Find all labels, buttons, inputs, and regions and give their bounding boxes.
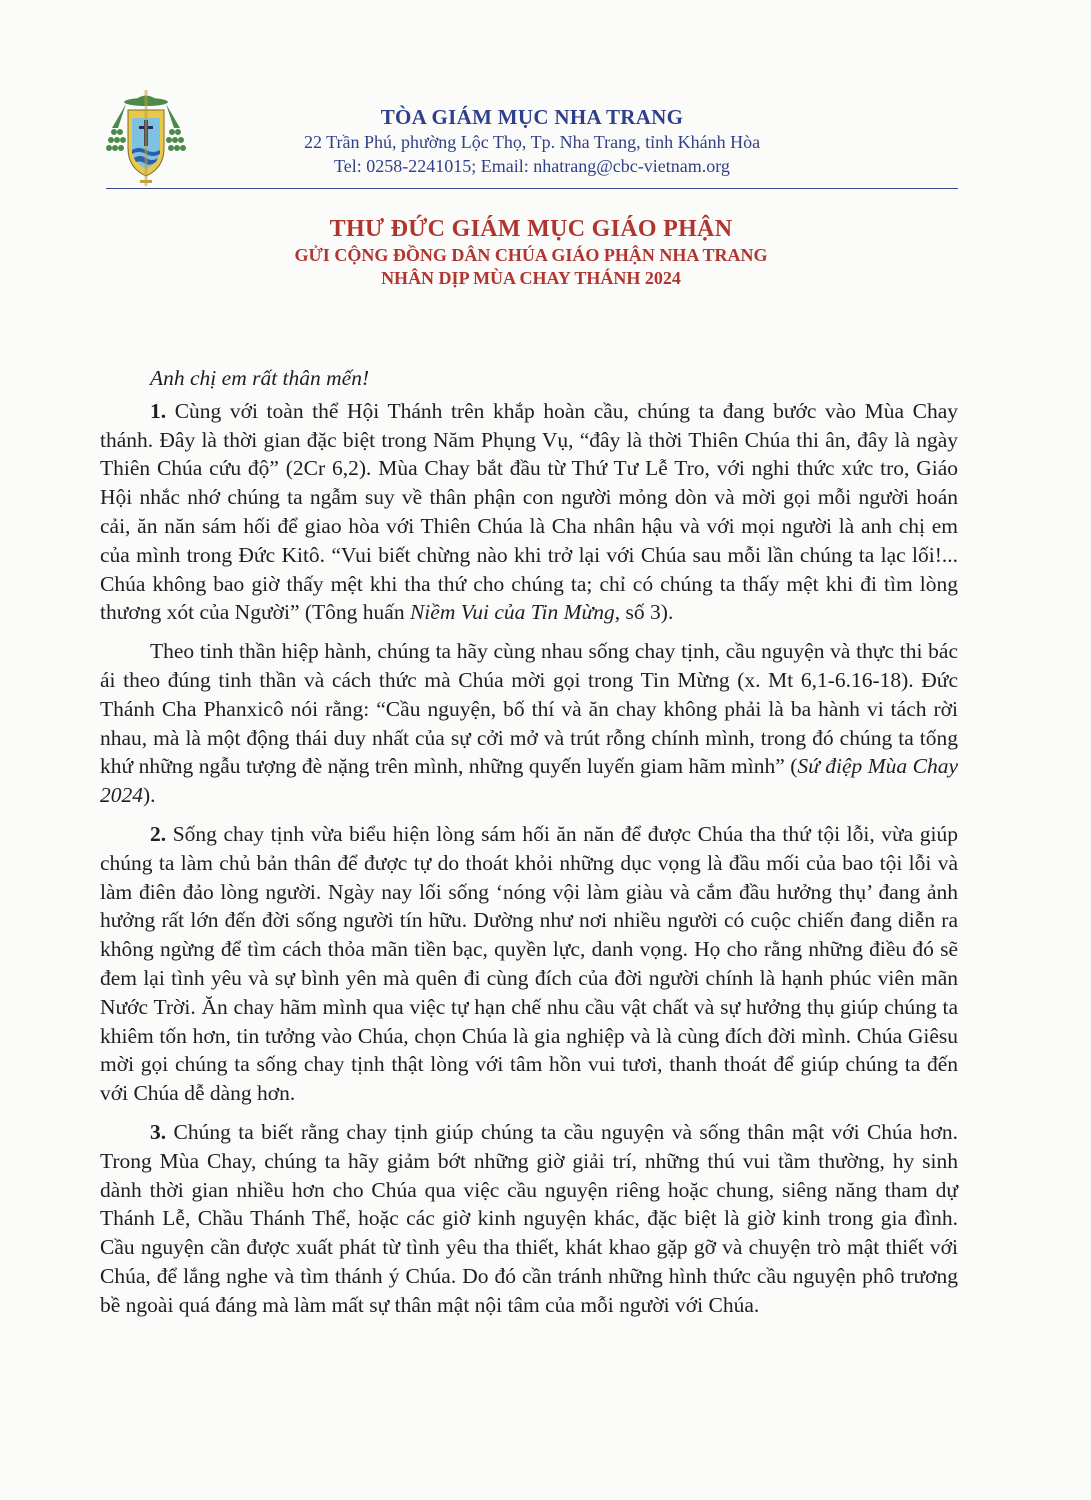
title-line-2: GỬI CỘNG ĐỒNG DÂN CHÚA GIÁO PHẬN NHA TRANG bbox=[294, 245, 768, 265]
paragraph-number: 1. bbox=[150, 398, 167, 423]
paragraph-citation: Sứ điệp Mùa Chay 2024 bbox=[100, 754, 958, 808]
paragraph-number: 3. bbox=[150, 1119, 167, 1144]
paragraph-3 bbox=[100, 820, 958, 1108]
letter-title bbox=[100, 214, 962, 290]
letter-body bbox=[100, 364, 958, 1330]
paragraph-text-end: , số 3). bbox=[614, 600, 674, 625]
org-name: TÒA GIÁM MỤC NHA TRANG bbox=[380, 105, 684, 129]
paragraph-citation: Niềm Vui của Tin Mừng bbox=[409, 600, 615, 625]
paragraph-text-end: ). bbox=[143, 783, 156, 808]
paragraph-2 bbox=[100, 637, 958, 810]
paragraph-1 bbox=[100, 397, 958, 627]
title-line-3: NHÂN DỊP MÙA CHAY THÁNH 2024 bbox=[381, 268, 681, 288]
letterhead bbox=[200, 104, 864, 178]
letterhead-divider bbox=[106, 188, 958, 189]
paragraph-4 bbox=[100, 1118, 958, 1320]
paragraph-number: 2. bbox=[150, 821, 167, 846]
org-address: 22 Trần Phú, phường Lộc Thọ, Tp. Nha Trang, tỉnh Khánh Hòa bbox=[303, 132, 761, 152]
paragraph-text: Chúng ta biết rằng chay tịnh giúp chúng ta cầu nguyện và sống thân mật với Chúa hơn. Trong Mùa Chay, chúng ta hãy giảm bớt những giờ giải trí, những thú vui tầm thường, hy sinh dành thời gian nhiều hơn cho Chúa qua việc cầu nguyện riêng hoặc chung, siêng năng tham dự Thánh Lễ, Chầu Thánh Thể, hoặc các giờ kinh nguyện khác, đặc biệt là giờ kinh trong gia đình. Cầu nguyện cần được xuất phát từ tình yêu tha thiết, khát khao gặp gỡ và chuyện trò mật thiết với Chúa, để lắng nghe và tìm thánh ý Chúa. Do đó cần tránh những hình thức cầu nguyện phô trương bề ngoài quá đáng mà làm mất sự thân mật nội tâm của mỗi người với Chúa. bbox=[100, 1119, 958, 1317]
paragraph-text: Cùng với toàn thể Hội Thánh trên khắp hoàn cầu, chúng ta đang bước vào Mùa Chay thánh. Đây là thời gian đặc biệt trong Năm Phụng Vụ, “đây là thời Thiên Chúa thi ân, đây là ngày Thiên Chúa cứu độ” (2Cr 6,2). Mùa Chay bắt đầu từ Thứ Tư Lễ Tro, với nghi thức xức tro, Giáo Hội nhắc nhớ chúng ta ngẫm suy về thân phận con người mỏng dòn và mời gọi mỗi người hoán cải, ăn năn sám hối để giao hòa với Thiên Chúa là Cha nhân hậu và với mọi người là anh chị em của mình trong Đức Kitô. “Vui biết chừng nào khi trở lại với Chúa sau mỗi lần chúng ta lạc lối!... Chúa không bao giờ thấy mệt khi tha thứ cho chúng ta; chỉ có chúng ta thấy mệt khi đi tìm lòng thương xót của Người” (Tông huấn bbox=[100, 398, 958, 625]
org-contact: Tel: 0258-2241015; Email: nhatrang@cbc-vietnam.org bbox=[334, 156, 730, 176]
salutation: Anh chị em rất thân mến! bbox=[150, 366, 370, 390]
paragraph-text: Theo tinh thần hiệp hành, chúng ta hãy cùng nhau sống chay tịnh, cầu nguyện và thực thi bác ái theo đúng tinh thần và cách thức mà Chúa mời gọi trong Tin Mừng (x. Mt 6,1-6.16-18). Đức Thánh Cha Phanxicô nói rằng: “Cầu nguyện, bố thí và ăn chay không phải là ba hành vi tách rời nhau, mà là một động thái duy nhất của sự cởi mở và trút rỗng chính mình, trong đó chúng ta tống khứ những ngẫu tượng đè nặng trên mình, những quyến luyến giam hãm mình” ( bbox=[100, 639, 958, 779]
title-main: THƯ ĐỨC GIÁM MỤC GIÁO PHẬN bbox=[329, 216, 733, 242]
episcopal-coat-of-arms-icon bbox=[104, 88, 188, 188]
paragraph-text: Sống chay tịnh vừa biểu hiện lòng sám hối ăn năn để được Chúa tha thứ tội lỗi, vừa giúp chúng ta làm chủ bản thân để được tự do thoát khỏi những dục vọng là đầu mối của bao tội lỗi và làm điên đảo lòng người. Ngày nay lối sống ‘nóng vội làm giàu và cắm đầu hưởng thụ’ đang ảnh hưởng rất lớn đến đời sống người tín hữu. Dường như nơi nhiều người có cuộc chiến đang diễn ra không ngừng để tìm cách thỏa mãn tiền bạc, quyền lực, danh vọng. Họ cho rằng những điều đó sẽ đem lại tình yêu và sự bình yên mà quên đi cùng đích của đời người chính là hạnh phúc viên mãn Nước Trời. Ăn chay hãm mình qua việc tự hạn chế nhu cầu vật chất và sự hưởng thụ giúp chúng ta khiêm tốn hơn, tin tưởng vào Chúa, chọn Chúa là gia nghiệp và là cùng đích đời mình. Chúa Giêsu mời gọi chúng ta sống chay tịnh thật lòng với tâm hồn vui tươi, thanh thoát để giúp chúng ta đến với Chúa dễ dàng hơn. bbox=[100, 821, 958, 1106]
